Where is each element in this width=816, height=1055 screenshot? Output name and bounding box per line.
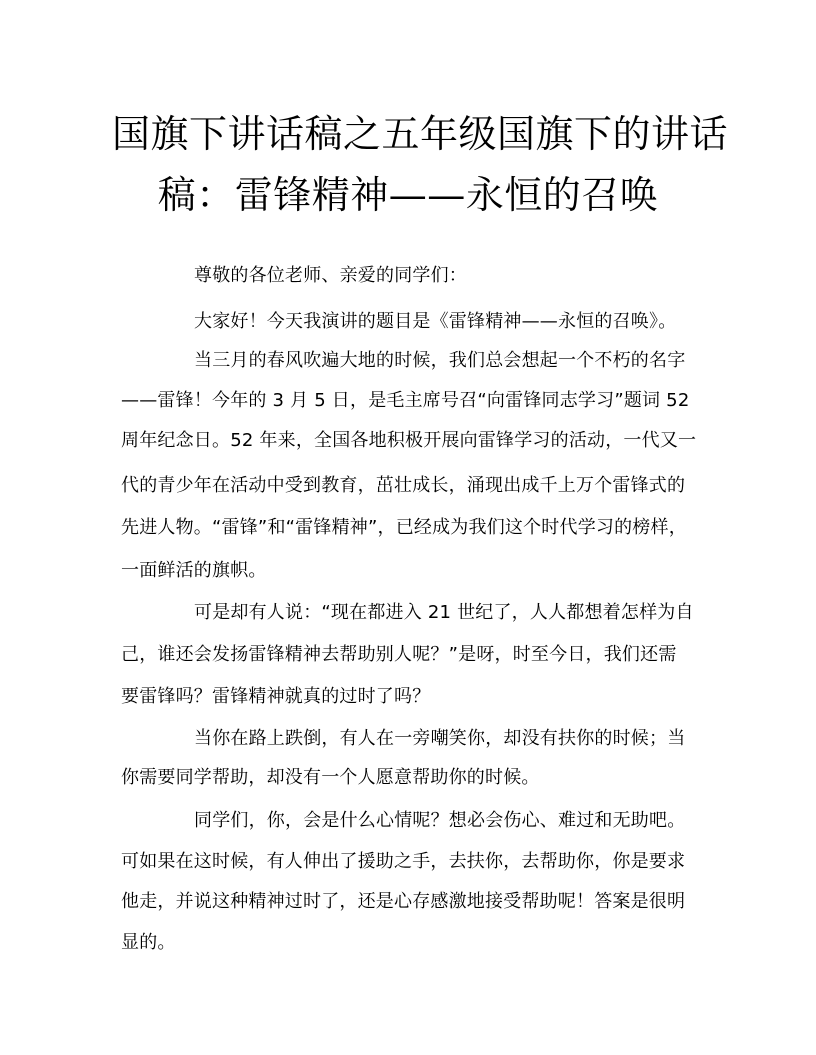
paragraph-line: 你需要同学帮助，却没有一个人愿意帮助你的时候。: [121, 767, 540, 788]
paragraph-line: ——雷锋！今年的 3 月 5 日，是毛主席号召“向雷锋同志学习”题词 52: [121, 390, 690, 411]
paragraph-line: 显的。: [121, 932, 176, 953]
paragraph-line: 代的青少年在活动中受到教育，茁壮成长，涌现出成千上万个雷锋式的: [121, 475, 686, 496]
paragraph-line: 可是却有人说：“现在都进入 21 世纪了，人人都想着怎样为自: [194, 602, 694, 623]
salutation-line: 尊敬的各位老师、亲爱的同学们：: [194, 265, 467, 286]
paragraph-line: 要雷锋吗？雷锋精神就真的过时了吗？: [121, 686, 431, 707]
document-title-line-1: 国旗下讲话稿之五年级国旗下的讲话: [112, 112, 729, 156]
paragraph-line: 当你在路上跌倒，有人在一旁嘲笑你，却没有扶你的时候；当: [194, 728, 686, 749]
paragraph-line: 可如果在这时候，有人伸出了援助之手，去扶你，去帮助你，你是要求: [121, 851, 686, 872]
greeting-line: 大家好！今天我演讲的题目是《雷锋精神——永恒的召唤》。: [194, 311, 677, 332]
document-title-line-2: 稿：雷锋精神——永恒的召唤: [157, 173, 659, 217]
paragraph-line: 己，谁还会发扬雷锋精神去帮助别人呢？”是呀，时至今日，我们还需: [121, 644, 677, 665]
paragraph-line: 当三月的春风吹遍大地的时候，我们总会想起一个不朽的名字: [194, 350, 686, 371]
paragraph-line: 他走，并说这种精神过时了，还是心存感激地接受帮助呢！答案是很明: [121, 891, 686, 912]
paragraph-line: 周年纪念日。52 年来，全国各地积极开展向雷锋学习的活动，一代又一: [121, 430, 697, 451]
paragraph-line: 先进人物。“雷锋”和“雷锋精神”，已经成为我们这个时代学习的榜样，: [121, 517, 687, 538]
paragraph-line: 一面鲜活的旗帜。: [121, 560, 267, 581]
paragraph-line: 同学们，你，会是什么心情呢？想必会伤心、难过和无助吧。: [194, 810, 686, 831]
